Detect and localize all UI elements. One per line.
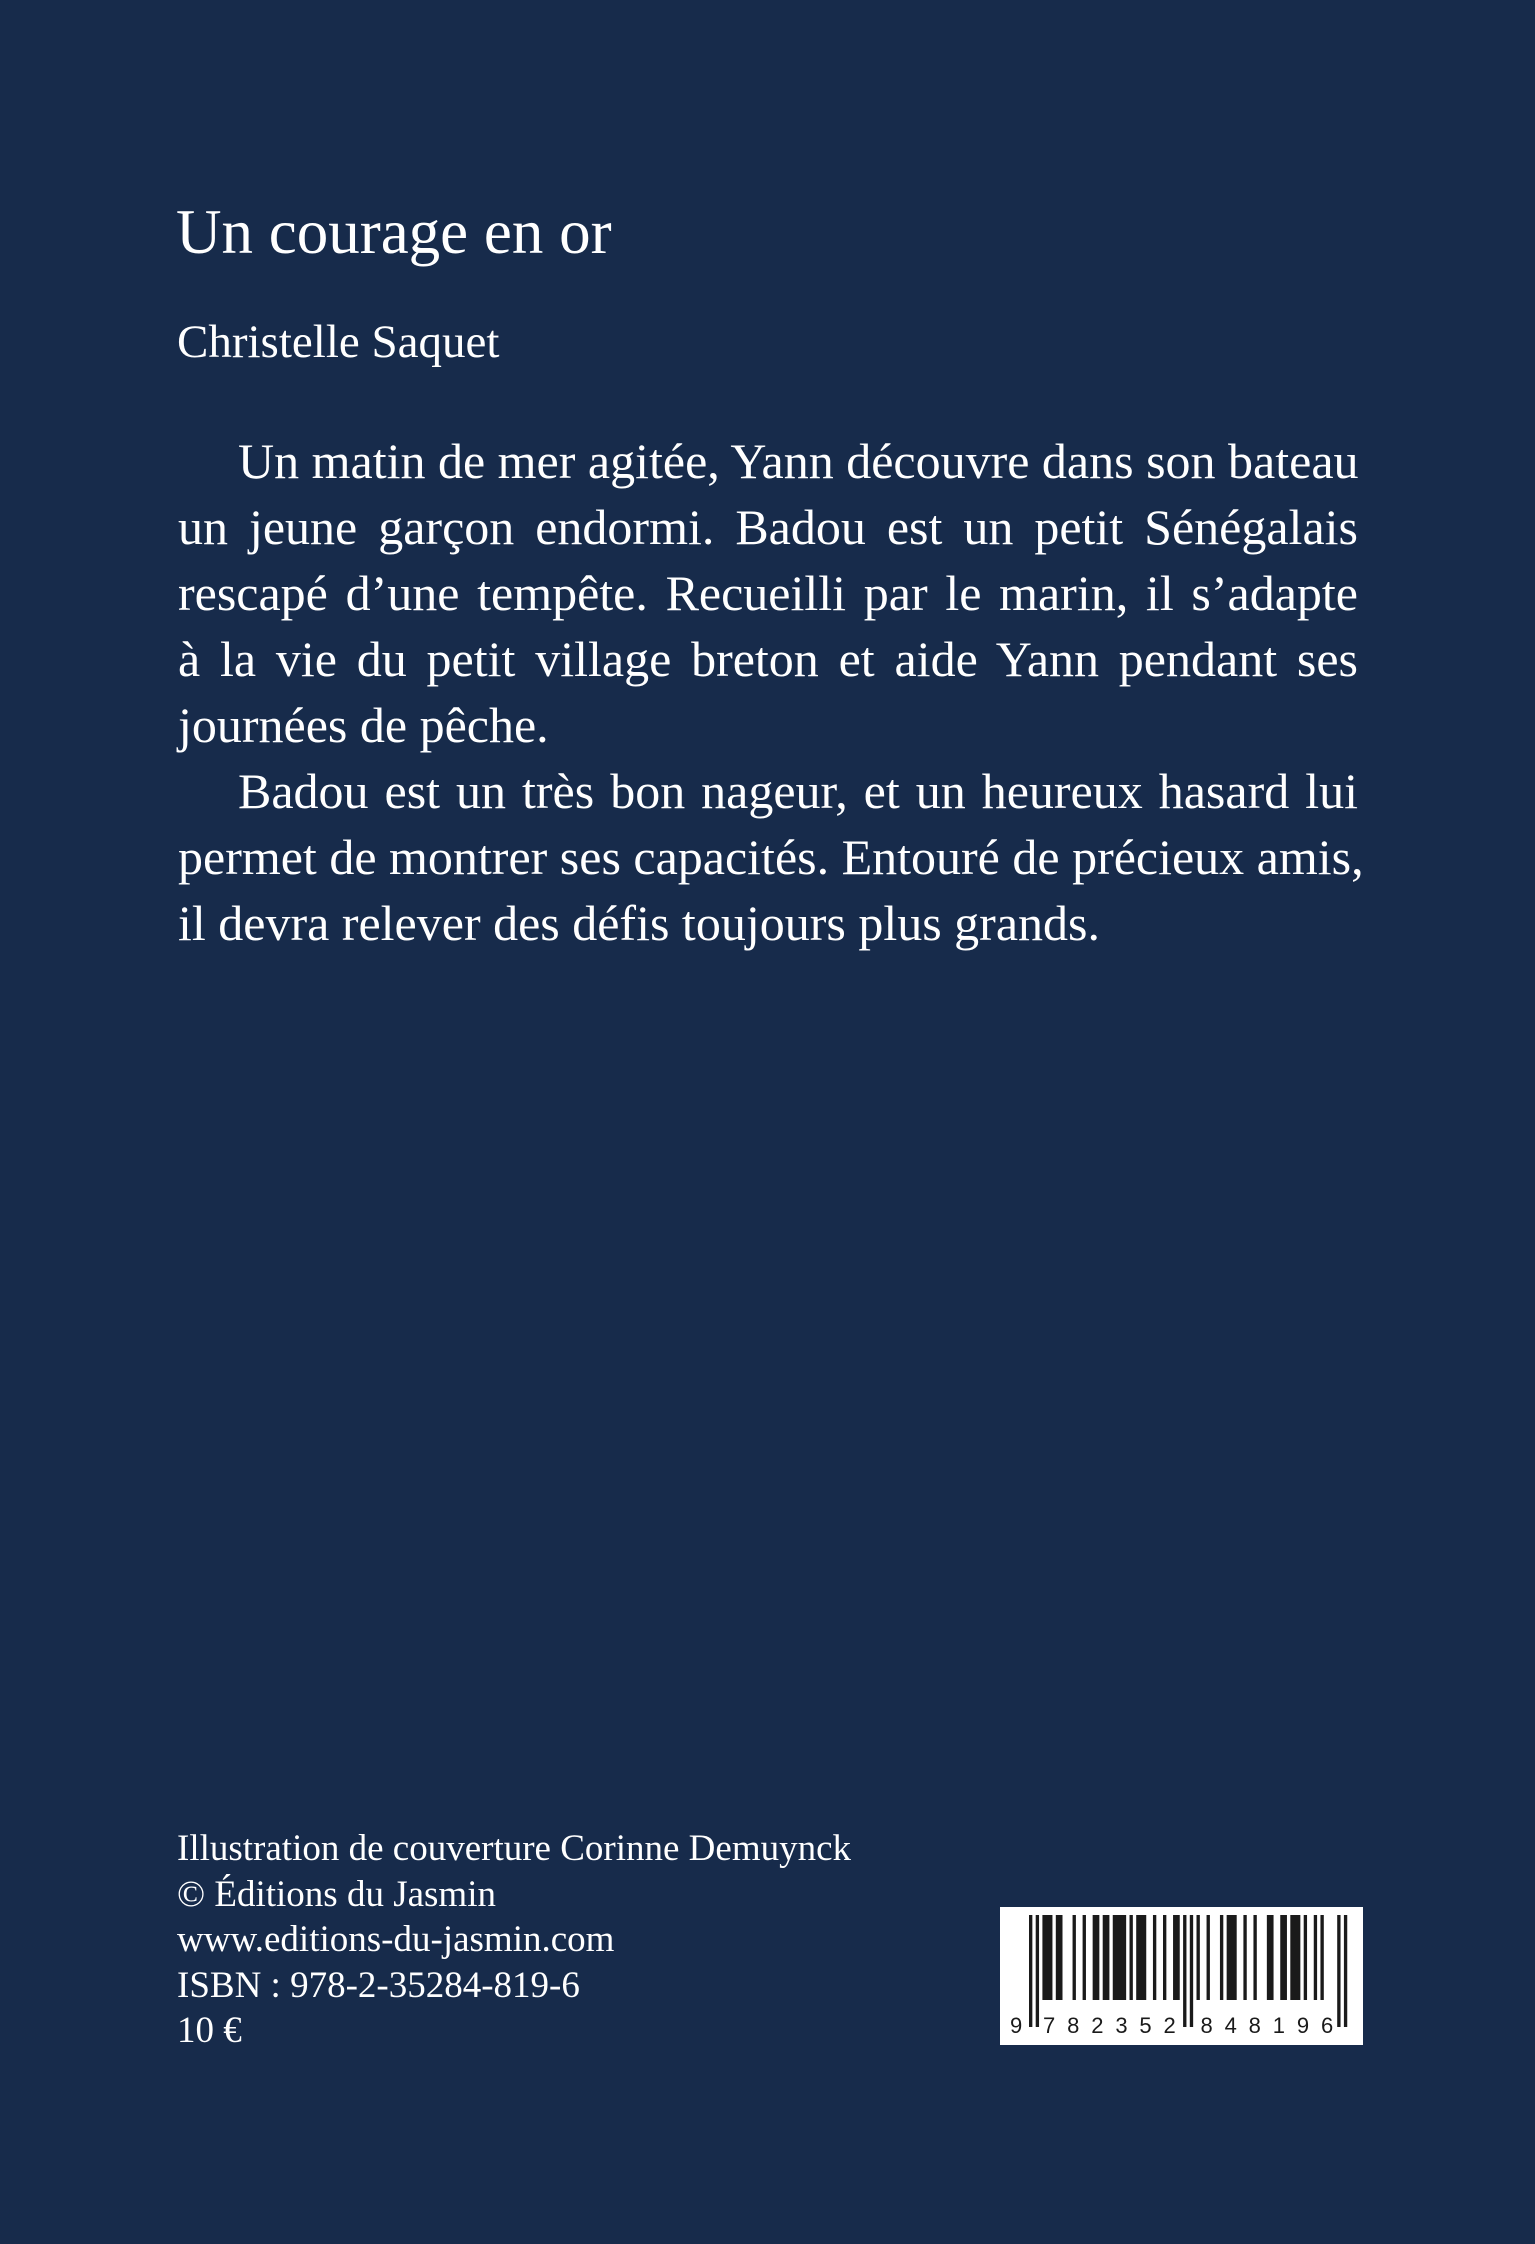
blurb-line: il devra relever des défis toujours plus grands. <box>178 895 1100 951</box>
book-author: Christelle Saquet <box>177 316 500 368</box>
illustration-credit: Illustration de couverture Corinne Demuynck <box>177 1828 852 1869</box>
blurb-line: Un matin de mer agitée, Yann découvre dans son bateau <box>238 433 1359 489</box>
barcode-icon <box>1000 1907 1363 2045</box>
price: 10 € <box>177 2010 242 2051</box>
publisher-credits <box>177 1826 851 2054</box>
barcode-first-digit: 9 <box>1010 2013 1023 2038</box>
blurb-line: journées de pêche. <box>178 697 549 753</box>
blurb-line: rescapé d’une tempête. Recueilli par le marin, il s’adapte <box>178 565 1358 621</box>
blurb-line: permet de montrer ses capacités. Entouré de précieux amis, <box>178 829 1364 885</box>
blurb-line: Badou est un très bon nageur, et un heureux hasard lui <box>238 763 1358 819</box>
barcode-left-digits: 7 8 2 3 5 2 <box>1043 2013 1176 2038</box>
barcode-right-digits: 8 4 8 1 9 6 <box>1200 2013 1334 2038</box>
book-title: Un courage en or <box>176 197 612 267</box>
isbn-barcode <box>1000 1907 1363 2045</box>
blurb-line: à la vie du petit village breton et aide Yann pendant ses <box>178 631 1358 687</box>
publisher-website: www.editions-du-jasmin.com <box>177 1919 615 1960</box>
isbn: ISBN : 978-2-35284-819-6 <box>177 1964 580 2006</box>
blurb-line: un jeune garçon endormi. Badou est un petit Sénégalais <box>178 499 1358 555</box>
copyright-notice: © Éditions du Jasmin <box>177 1873 496 1915</box>
back-cover-blurb <box>178 428 1364 956</box>
